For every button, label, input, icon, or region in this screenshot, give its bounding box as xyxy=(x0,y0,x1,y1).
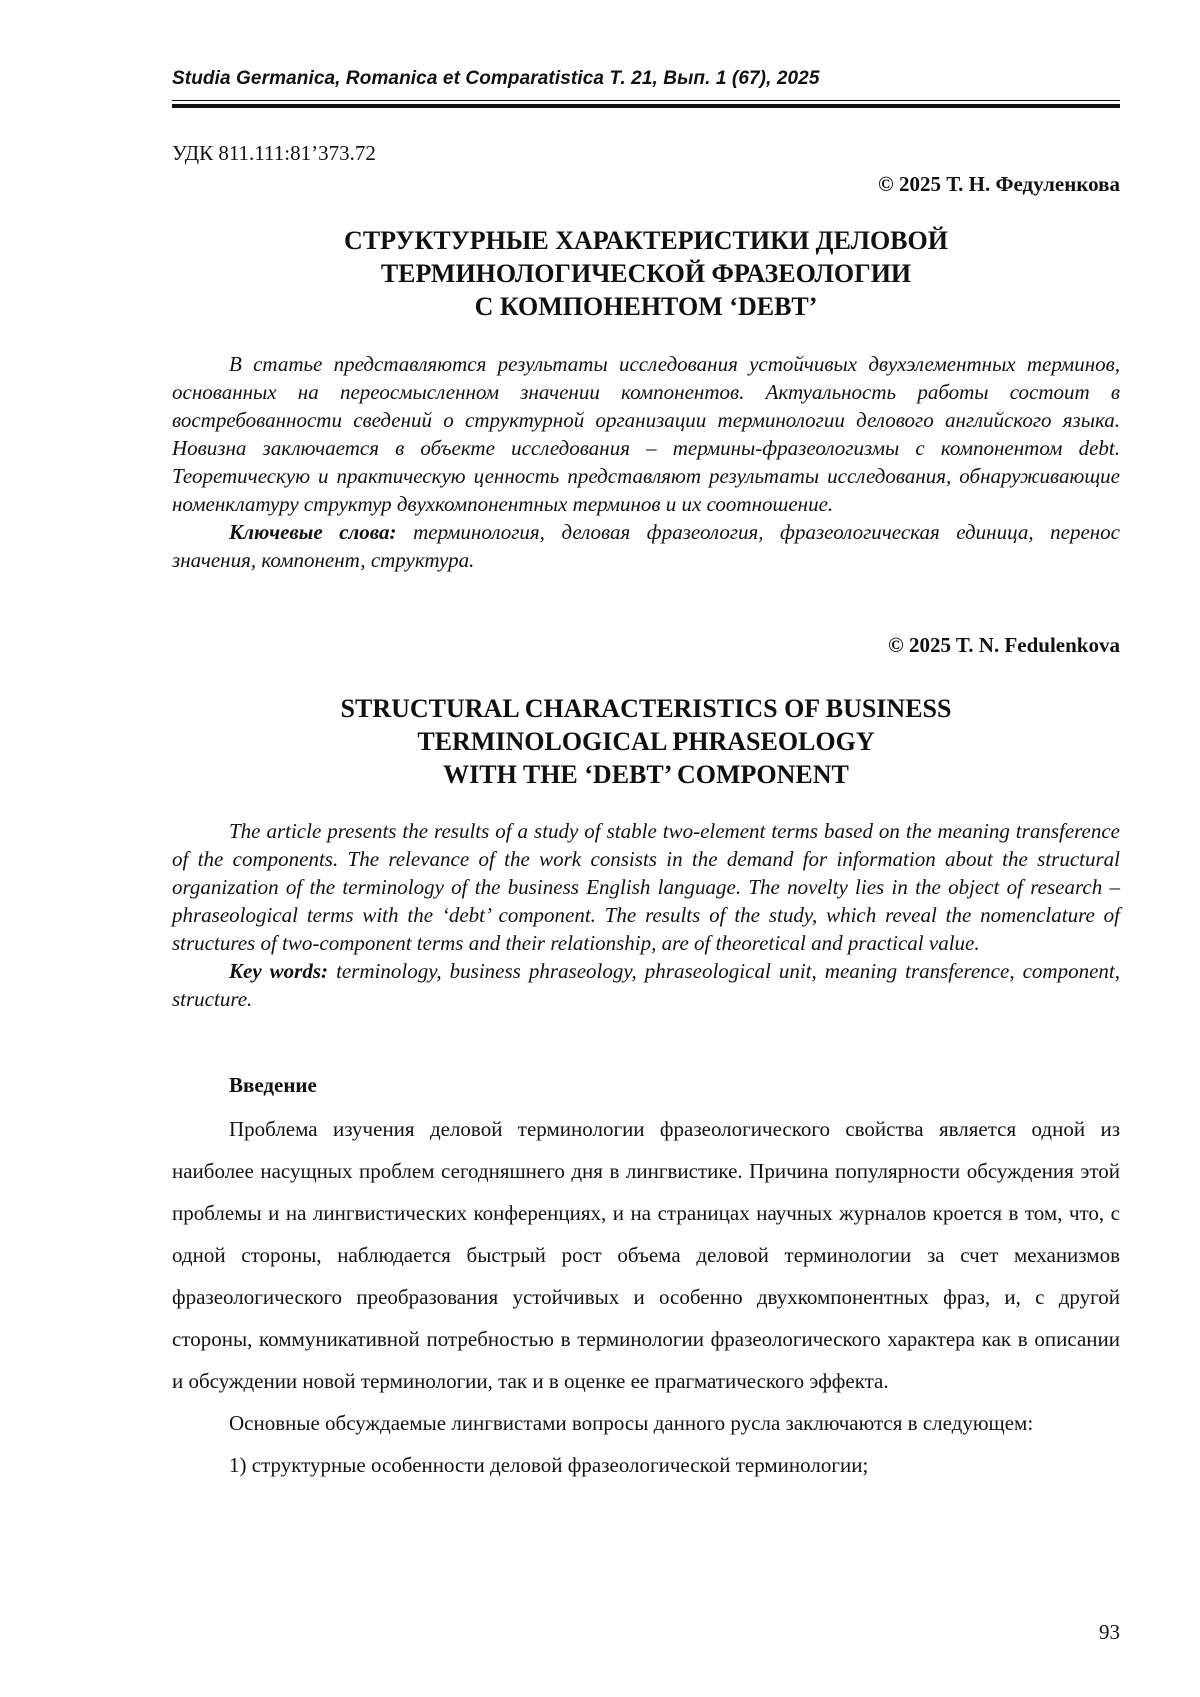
title-en-line: WITH THE ‘DEBT’ COMPONENT xyxy=(443,760,849,789)
keywords-ru-label: Ключевые слова: xyxy=(229,520,397,544)
udk-code: УДК 811.111:81’373.72 xyxy=(172,141,376,165)
keywords-ru xyxy=(172,518,1120,574)
page-number: 93 xyxy=(1099,1620,1120,1644)
title-en xyxy=(172,692,1120,791)
keywords-ru-text: терминология, деловая фразеология, фразеологическая единица, перенос значения, компонент, структура. xyxy=(172,520,1120,572)
body-paragraph: Проблема изучения деловой терминологии фразеологического свойства является одной из наиболее насущных проблем сегодняшнего дня в лингвистике. Причина популярности обсуждения этой проблемы и на лингвистических конференциях, и на страницах научных журналов кроется в том, что, с одной стороны, наблюдается быстрый рост объема деловой терминологии за счет механизмов фразеологического преобразования устойчивых и особенно двухкомпонентных фраз, и, с другой стороны, коммуникативной потребностью в терминологии фразеологического характера как в описании и обсуждении новой терминологии, так и в оценке ее прагматического эффекта. xyxy=(172,1117,1120,1393)
title-ru xyxy=(172,224,1120,323)
abstract-ru xyxy=(172,350,1120,574)
body-paragraph: Основные обсуждаемые лингвистами вопросы данного русла заключаются в следующем: xyxy=(229,1411,1034,1435)
title-ru-line: С КОМПОНЕНТОМ ‘DEBT’ xyxy=(474,292,818,321)
title-ru-line: СТРУКТУРНЫЕ ХАРАКТЕРИСТИКИ ДЕЛОВОЙ xyxy=(344,226,948,255)
running-header: Studia Germanica, Romanica et Comparatistica Т. 21, Вып. 1 (67), 2025 xyxy=(172,68,820,89)
title-ru-line: ТЕРМИНОЛОГИЧЕСКОЙ ФРАЗЕОЛОГИИ xyxy=(380,259,912,288)
keywords-en-text: terminology, business phraseology, phraseological unit, meaning transference, component, structure. xyxy=(172,959,1120,1011)
copyright-en: © 2025 T. N. Fedulenkova xyxy=(888,633,1120,657)
header-rule-thick xyxy=(172,104,1120,108)
keywords-en-label: Key words: xyxy=(229,959,329,983)
section-heading-introduction: Введение xyxy=(229,1073,317,1097)
abstract-ru-text: В статье представляются результаты исследования устойчивых двухэлементных терминов, основанных на переосмысленном значении компонентов. Актуальность работы состоит в востребованности сведений о структурной организации терминологии делового английского языка. Новизна заключается в объекте исследования – термины-фразеологизмы с компонентом debt. Теоретическую и практическую ценность представляют результаты исследования, обнаруживающие номенклатуру структур двухкомпонентных терминов и их соотношение. xyxy=(172,352,1120,516)
copyright-ru: © 2025 Т. Н. Федуленкова xyxy=(878,172,1120,196)
keywords-en xyxy=(172,957,1120,1013)
title-en-line: TERMINOLOGICAL PHRASEOLOGY xyxy=(417,727,875,756)
body-text xyxy=(172,1108,1120,1486)
abstract-en xyxy=(172,817,1120,1013)
abstract-en-text: The article presents the results of a study of stable two-element terms based on the meaning transference of the components. The relevance of the work consists in the demand for information about the structural organization of the terminology of the business English language. The novelty lies in the object of research – phraseological terms with the ‘debt’ component. The results of the study, which reveal the nomenclature of structures of two-component terms and their relationship, are of theoretical and practical value. xyxy=(172,819,1120,955)
header-rule-thin xyxy=(172,100,1120,101)
title-en-line: STRUCTURAL CHARACTERISTICS OF BUSINESS xyxy=(340,694,952,723)
list-item: 1) структурные особенности деловой фразеологической терминологии; xyxy=(229,1453,869,1477)
